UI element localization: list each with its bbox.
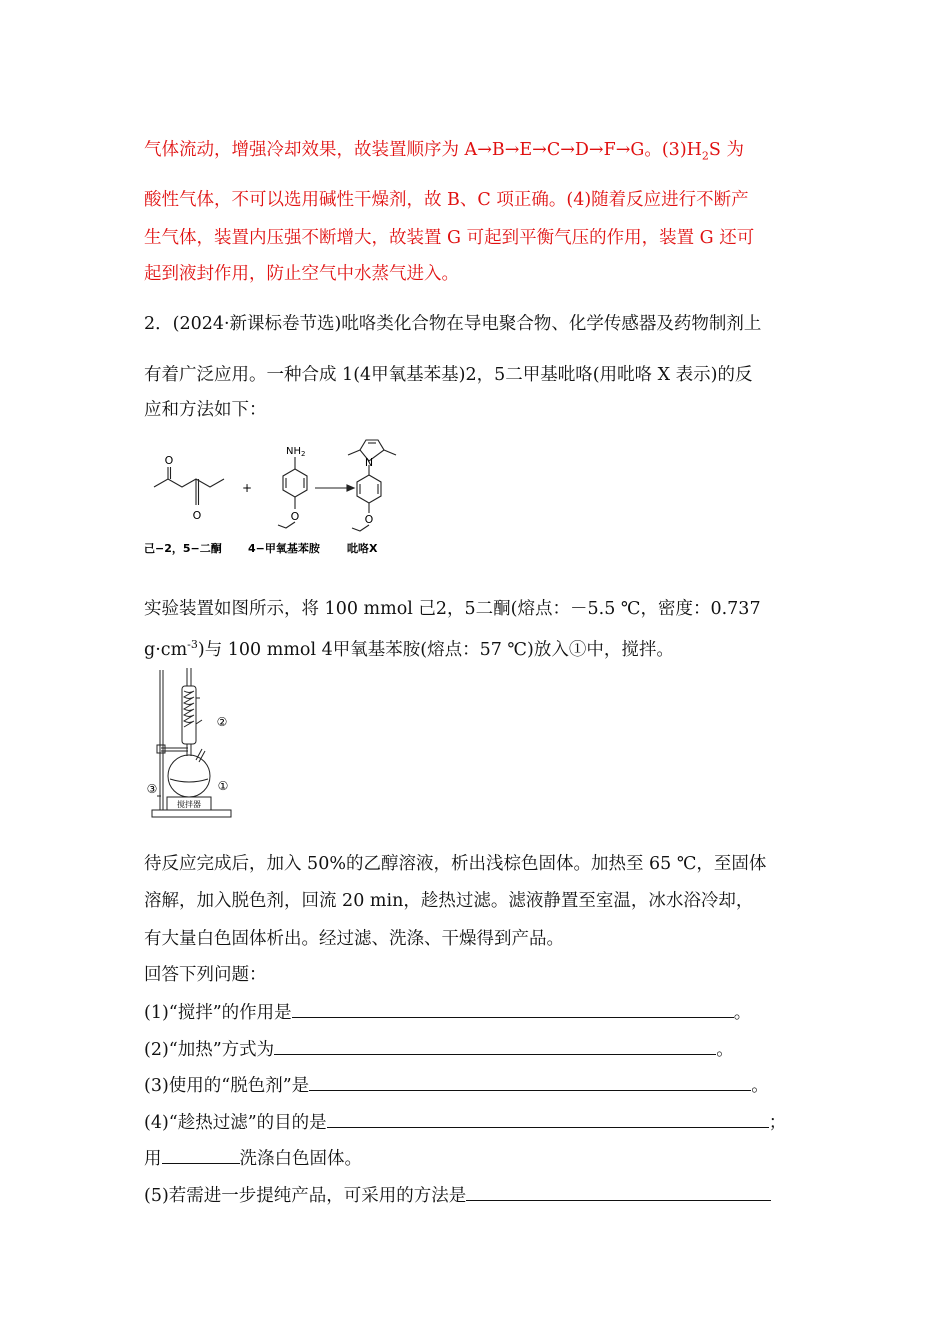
answer-blank-3[interactable]	[309, 1072, 751, 1091]
question-line-3: 应和方法如下：	[144, 400, 267, 420]
question-2: (2)“加热”方式为 。	[144, 1036, 734, 1062]
methoxy-oxygen-2: O	[364, 513, 374, 526]
procedure-line-4: 回答下列问题：	[144, 965, 267, 985]
setup-line-1: 实验装置如图所示，将 100 mmol 己2，5二酮(熔点：－5.5 ℃，密度：0.737	[144, 599, 761, 619]
reaction-scheme	[140, 435, 410, 560]
label-flask-1: ①	[217, 779, 229, 793]
answer-blank-2[interactable]	[274, 1036, 716, 1055]
answer-line-2: 酸性气体，不可以选用碱性干燥剂，故 B、C 项正确。(4)随着反应进行不断产	[144, 190, 749, 210]
answer-line-4: 起到液封作用，防止空气中水蒸气进入。	[144, 264, 459, 284]
apparatus-diagram	[144, 664, 239, 826]
label-hexanedione: 己−2，5−二酮	[144, 542, 222, 555]
methoxy-oxygen-1: O	[290, 510, 300, 523]
plus-sign: +	[241, 481, 253, 495]
answer-blank-1[interactable]	[292, 999, 734, 1018]
question-1: (1)“搅拌”的作用是 。	[144, 999, 751, 1025]
stirrer-label: 搅拌器	[177, 800, 201, 809]
question-line-2: 有着广泛应用。一种合成 1(4甲氧基苯基)2，5二甲基吡咯(用吡咯 X 表示)的反	[144, 365, 753, 385]
ketone-oxygen-bottom: O	[192, 509, 202, 522]
question-4-continued: 用 洗涤白色固体。	[144, 1145, 362, 1171]
answer-blank-4[interactable]	[327, 1109, 769, 1128]
label-methoxyaniline: 4−甲氧基苯胺	[248, 542, 320, 555]
setup-line-2: $g\cdot cm^{-3}$)与 100 mmol 4甲氧基苯胺(熔点：57 ℃)放入①中，搅拌。	[144, 638, 674, 660]
question-4: (4)“趁热过滤”的目的是 ；	[144, 1109, 786, 1135]
question-line-1: 2．(2024·新课标卷节选)吡咯类化合物在导电聚合物、化学传感器及药物制剂上	[144, 314, 762, 334]
answer-line-3: 生气体，装置内压强不断增大，故装置 G 可起到平衡气压的作用，装置 G 还可	[144, 228, 755, 248]
procedure-line-3: 有大量白色固体析出。经过滤、洗涤、干燥得到产品。	[144, 929, 564, 949]
answer-blank-4b[interactable]	[162, 1145, 240, 1164]
label-pyrrole-x: 吡咯X	[347, 542, 378, 555]
procedure-line-1: 待反应完成后，加入 50%的乙醇溶液，析出浅棕色固体。加热至 65 ℃，至固体	[144, 854, 767, 874]
answer-line-1: 气体流动，增强冷却效果，故装置顺序为 A→B→E→C→D→F→G。$(3)H_2S$ 为	[144, 140, 744, 163]
question-5: (5)若需进一步提纯产品，可采用的方法是	[144, 1182, 771, 1208]
label-condenser-2: ②	[216, 715, 228, 729]
label-stand-3: ③	[146, 782, 158, 796]
procedure-line-2: 溶解，加入脱色剂，回流 20 min，趁热过滤。滤液静置至室温，冰水浴冷却，	[144, 891, 754, 911]
pyrrole-nitrogen: N	[364, 456, 374, 469]
ketone-oxygen-top: O	[164, 454, 174, 467]
amine-group: $NH_2$	[286, 446, 306, 458]
answer-blank-5[interactable]	[466, 1182, 771, 1201]
question-3: (3)使用的“脱色剂”是 。	[144, 1072, 769, 1098]
